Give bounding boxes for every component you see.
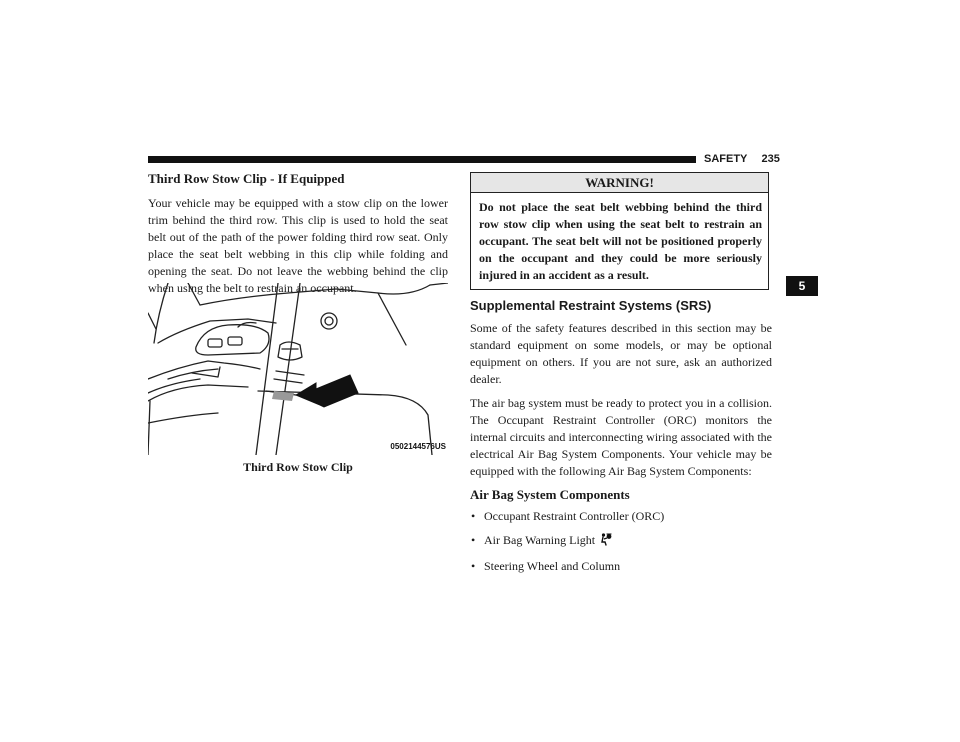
component-label: Occupant Restraint Controller (ORC) xyxy=(484,509,665,523)
srs-heading: Supplemental Restraint Systems (SRS) xyxy=(470,298,712,313)
figure-caption: Third Row Stow Clip xyxy=(243,460,353,474)
section-title: SAFETY xyxy=(704,153,748,165)
left-column xyxy=(148,170,448,297)
stow-clip-heading: Third Row Stow Clip - If Equipped xyxy=(148,171,345,186)
stow-clip-figure xyxy=(148,283,448,455)
bullet: • xyxy=(471,509,476,523)
stow-clip-illustration xyxy=(148,283,448,455)
components-list xyxy=(470,508,772,575)
list-item xyxy=(470,508,772,525)
srs-paragraph-1: Some of the safety features described in this section may be standard equipment on some models, or may be optional equipment on others. If you are not sure, ask an authorized dealer. xyxy=(470,321,772,386)
figure-code: 0502144576US xyxy=(390,442,446,451)
chapter-tab[interactable]: 5 xyxy=(786,276,818,296)
warning-body: Do not place the seat belt webbing behind the third row stow clip when using the seat belt to restrain an occupant. The seat belt will not be positioned properly on the occupant and they could be more seriously injured in an accident as a result. xyxy=(479,200,762,282)
right-column xyxy=(470,172,772,582)
bullet: • xyxy=(471,533,476,547)
components-heading: Air Bag System Components xyxy=(470,487,630,502)
bullet: • xyxy=(471,559,476,573)
warning-title: WARNING! xyxy=(471,173,768,193)
stow-clip-paragraph: Your vehicle may be equipped with a stow clip on the lower trim behind the third row. This clip is used to hold the seat belt out of the path of the power folding third row seat. Only place the seat belt webbing in this clip while folding and opening the seat. Do not leave the webbing behind the clip when using the belt to restrain an occupant. xyxy=(148,196,448,295)
component-label: Steering Wheel and Column xyxy=(484,559,621,573)
list-item xyxy=(470,532,772,551)
airbag-warning-icon xyxy=(600,533,612,551)
list-item xyxy=(470,558,772,575)
page-number: 235 xyxy=(761,153,780,165)
srs-paragraph-2: The air bag system must be ready to protect you in a collision. The Occupant Restraint Controller (ORC) monitors the internal circuits and interconnecting wiring associated with the electrical Air Bag System Components. Your vehicle may be equipped with the following Air Bag System Components: xyxy=(470,396,772,478)
warning-box xyxy=(470,172,769,290)
component-label: Air Bag Warning Light xyxy=(484,533,596,547)
header-bar xyxy=(148,156,696,163)
page-header xyxy=(704,150,778,168)
